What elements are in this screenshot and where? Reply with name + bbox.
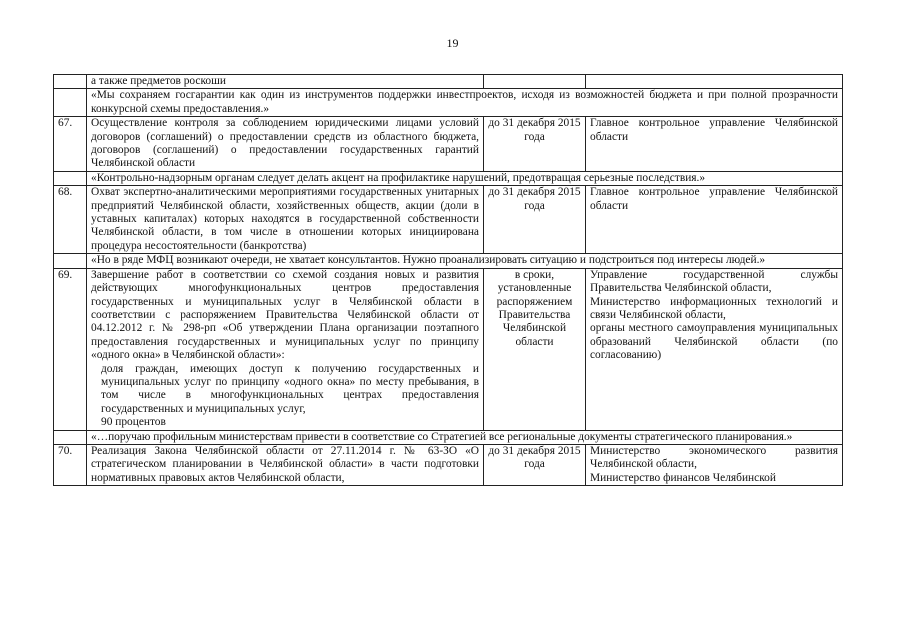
item-number: 69.: [54, 268, 87, 430]
governor-quote: «Контрольно-надзорным органам следует делать акцент на профилактике нарушений, предотвращая серьезные последствия.»: [87, 171, 843, 185]
item-text: Осуществление контроля за соблюдением юридическими лицами условий договоров (соглашений) о предоставлении средств из областного бюджета, договоров (соглашений) о предоставлении государственных гарантий Челябинской области: [87, 117, 484, 172]
governor-quote: «…поручаю профильным министерствам привести в соответствие со Стратегией все региональные документы стратегического планирования.»: [87, 430, 843, 444]
item-deadline: до 31 декабря 2015 года: [484, 117, 586, 172]
responsible-3: органы местного самоуправления муниципальных образований Челябинской области (по согласованию): [590, 322, 838, 362]
responsible-2: Министерство финансов Челябинской: [590, 471, 776, 484]
quote-row: [54, 254, 843, 268]
item-indicator: доля граждан, имеющих доступ к получению государственных и муниципальных услуг по принципу «одного окна» по месту пребывания, в том числе в многофункциональных центрах предоставления государственных и муниципальных услуг,: [101, 362, 479, 415]
item-responsible: [586, 444, 843, 485]
page-number: 19: [446, 36, 459, 50]
table-row: [54, 444, 843, 485]
item-deadline: до 31 декабря 2015 года: [484, 186, 586, 254]
table-row: [54, 117, 843, 172]
item-text-main: Завершение работ в соответствии со схемой создания новых и развития действующих многофункциональных центров предоставления государственных и муниципальных услуг в Челябинской области в соответствии с распоряжением Правительства Челябинской области от 04.12.2012 г. № 298-рп «Об утверждении Плана организации поэтапного предоставления государственных и муниципальных услуг по принципу «одного окна» в Челябинской области»:: [91, 268, 479, 362]
quote-row: [54, 89, 843, 117]
item-responsible: Главное контрольное управление Челябинской области: [586, 117, 843, 172]
item-number: 67.: [54, 117, 87, 172]
table-row: [54, 268, 843, 430]
item-deadline: до 31 декабря 2015 года: [484, 444, 586, 485]
item-text: а также предметов роскоши: [87, 75, 484, 89]
responsible-2: Министерство информационных технологий и связи Челябинской области,: [590, 295, 838, 321]
item-indicator-value: 90 процентов: [101, 416, 166, 429]
item-text: Реализация Закона Челябинской области от 27.11.2014 г. № 63-ЗО «О стратегическом планировании в Челябинской области» в части подготовки нормативных правовых актов Челябинской области,: [87, 444, 484, 485]
responsible-1: Управление государственной службы Правительства Челябинской области,: [590, 268, 838, 295]
table-row: [54, 75, 843, 89]
item-responsible: [586, 268, 843, 430]
item-number: 70.: [54, 444, 87, 485]
quote-row: [54, 430, 843, 444]
governor-quote: «Мы сохраняем госгарантии как один из инструментов поддержки инвестпроектов, исходя из возможностей бюджета и при полной прозрачности конкурсной схемы предоставления.»: [87, 89, 843, 117]
table-row: [54, 186, 843, 254]
item-responsible: Главное контрольное управление Челябинской области: [586, 186, 843, 254]
governor-quote: «Но в ряде МФЦ возникают очереди, не хватает консультантов. Нужно проанализировать ситуацию и подстроиться под интересы людей.»: [87, 254, 843, 268]
item-text: [87, 268, 484, 430]
item-deadline: в сроки, установленные распоряжением Правительства Челябинской области: [484, 268, 586, 430]
action-plan-table: [53, 74, 843, 486]
item-number: 68.: [54, 186, 87, 254]
responsible-1: Министерство экономического развития Челябинской области,: [590, 444, 838, 471]
quote-row: [54, 171, 843, 185]
item-text: Охват экспертно-аналитическими мероприятиями государственных унитарных предприятий Челябинской области, хозяйственных обществ, акции (доли в уставных капиталах) которых находятся в государственной собственности Челябинской области, в том числе в отношении которых инициирована процедура несостоятельности (банкротства): [87, 186, 484, 254]
